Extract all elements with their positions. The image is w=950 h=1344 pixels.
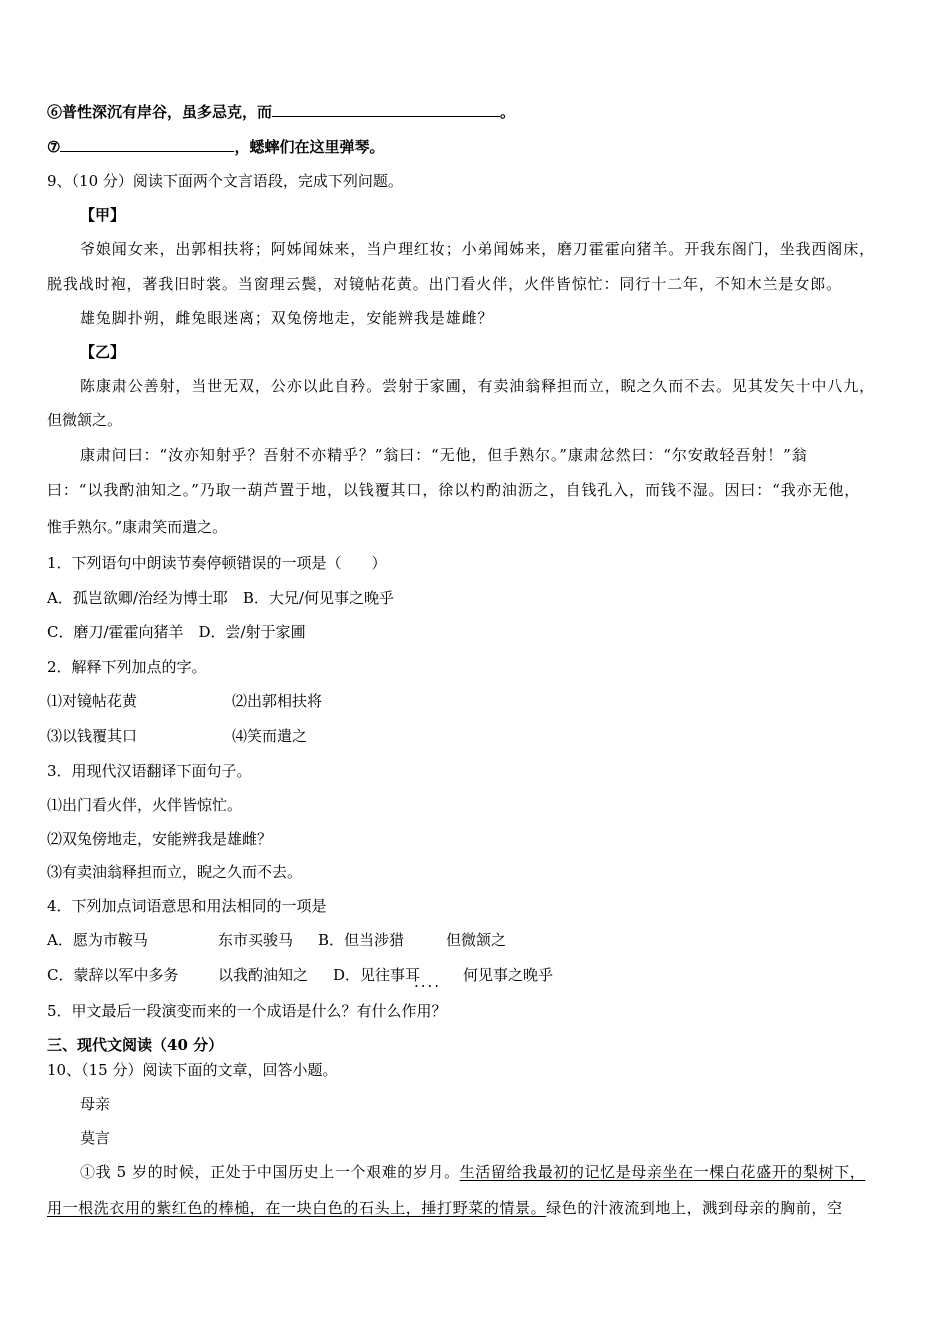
jia-p1-line1: 爷娘闻女来，出郭相扶将；阿姊闻妹来，当户理红妆；小弟闻姊来，磨刀霍霍向猪羊。开我东阁门，坐我西阁床， — [80, 240, 876, 258]
s3-item-1: ⑴出门看火伴，火伴皆惊忙。 — [47, 796, 243, 814]
article-p1-line2 — [47, 1198, 843, 1218]
yi-p1-line1: 陈康肃公善射，当世无双，公亦以此自矜。尝射于家圃，有卖油翁释担而立，睨之久而不去。见其发矢十中八九， — [80, 377, 876, 395]
fill-line-6 — [47, 102, 515, 122]
s4-option-a2: 东市买骏马 — [218, 931, 294, 949]
q9-header: 9、（10 分）阅读下面两个文言语段，完成下列问题。 — [47, 172, 403, 190]
p1-underlined-b: 用一根洗衣用的紫红色的棒槌，在一块白色的石头上，捶打野菜的情景。 — [47, 1199, 547, 1217]
sub-question-3: 3．用现代汉语翻译下面句子。 — [47, 762, 252, 780]
jia-p1-line2: 脱我战时袍，著我旧时裳。当窗理云鬓，对镜帖花黄。出门看火伴，火伴皆惊忙：同行十二年，不知木兰是女郎。 — [47, 275, 843, 293]
yi-p2-line3: 惟手熟尔。”康肃笑而遣之。 — [47, 518, 228, 536]
yi-p2-line2: 曰：“以我酌油知之。”乃取一葫芦置于地，以钱覆其口，徐以杓酌油沥之，自钱孔入，而钱不湿。因曰：“我亦无他， — [47, 481, 861, 499]
section-3-title: 三、现代文阅读（40 分） — [47, 1036, 224, 1054]
article-author: 莫言 — [80, 1129, 111, 1147]
s2-item-1: ⑴对镜帖花黄 — [47, 692, 138, 710]
s2-item-2: ⑵出郭相扶将 — [232, 692, 323, 710]
yi-p1-line2: 但微颔之。 — [47, 411, 123, 429]
fill-6-text: ⑥普性深沉有岸谷，虽多忌克，而 — [47, 103, 273, 121]
s4-option-a1: A．愿为市鞍马 — [47, 931, 148, 949]
sub-question-1-options-ab: A．孤岂欲卿/治经为博士耶 B．大兄/何见事之晚乎 — [47, 589, 394, 607]
p1-plain-end: 绿色的汁液流到地上，溅到母亲的胸前，空 — [546, 1199, 843, 1217]
s4-option-c2: 以我酌油知之 — [218, 966, 309, 984]
article-p1-line1 — [80, 1162, 865, 1182]
sub-question-5: 5．甲文最后一段演变而来的一个成语是什么？有什么作用？ — [47, 1002, 447, 1020]
yi-p2-line1: 康肃问曰：“汝亦知射乎？吾射不亦精乎？”翁曰：“无他，但手熟尔。”康肃忿然曰：“尔安敢轻吾射！”翁 — [80, 446, 808, 464]
s3-item-2: ⑵双兔傍地走，安能辨我是雄雌？ — [47, 830, 273, 848]
fill-7-text: ，蟋蟀们在这里弹琴。 — [234, 138, 385, 156]
sub-question-4: 4．下列加点词语意思和用法相同的一项是 — [47, 897, 327, 915]
s2-item-4: ⑷笑而遣之 — [232, 727, 308, 745]
article-title: 母亲 — [80, 1095, 111, 1113]
s4-option-b2: 但微颔之 — [446, 931, 507, 949]
label-yi: 【乙】 — [80, 343, 126, 361]
fill-line-7 — [47, 137, 384, 157]
sub-question-1-options-cd: C．磨刀/霍霍向猪羊 D．尝/射于家圃 — [47, 623, 306, 641]
s4-option-c1: C．蒙辞以军中多务 — [47, 966, 179, 984]
s2-item-3: ⑶以钱覆其口 — [47, 727, 138, 745]
p1-underlined-a: 生活留给我最初的记忆是母亲坐在一棵白花盛开的梨树下， — [459, 1163, 866, 1181]
label-jia: 【甲】 — [80, 206, 126, 224]
s4-option-d1: D．见往事耳 — [333, 966, 421, 984]
sub-question-2: 2．解释下列加点的字。 — [47, 658, 207, 676]
jia-p2: 雄兔脚扑朔，雌兔眼迷离；双兔傍地走，安能辨我是雄雌？ — [80, 309, 494, 327]
q10-header: 10、（15 分）阅读下面的文章，回答小题。 — [47, 1061, 338, 1079]
blank-6[interactable] — [272, 102, 500, 117]
fill-6-end: 。 — [500, 103, 516, 121]
p1-plain: ①我 5 岁的时候，正处于中国历史上一个艰难的岁月。 — [80, 1163, 460, 1181]
s4-option-b1: B．但当涉猎 — [318, 931, 405, 949]
s4-option-d2: 何见事之晚乎 — [463, 966, 554, 984]
blank-7[interactable] — [60, 137, 234, 152]
sub-question-1: 1．下列语句中朗读节奏停顿错误的一项是（ ） — [47, 554, 387, 572]
fill-7-num: ⑦ — [47, 138, 61, 156]
emphasis-dots: .... — [414, 973, 442, 991]
s3-item-3: ⑶有卖油翁释担而立，睨之久而不去。 — [47, 863, 303, 881]
